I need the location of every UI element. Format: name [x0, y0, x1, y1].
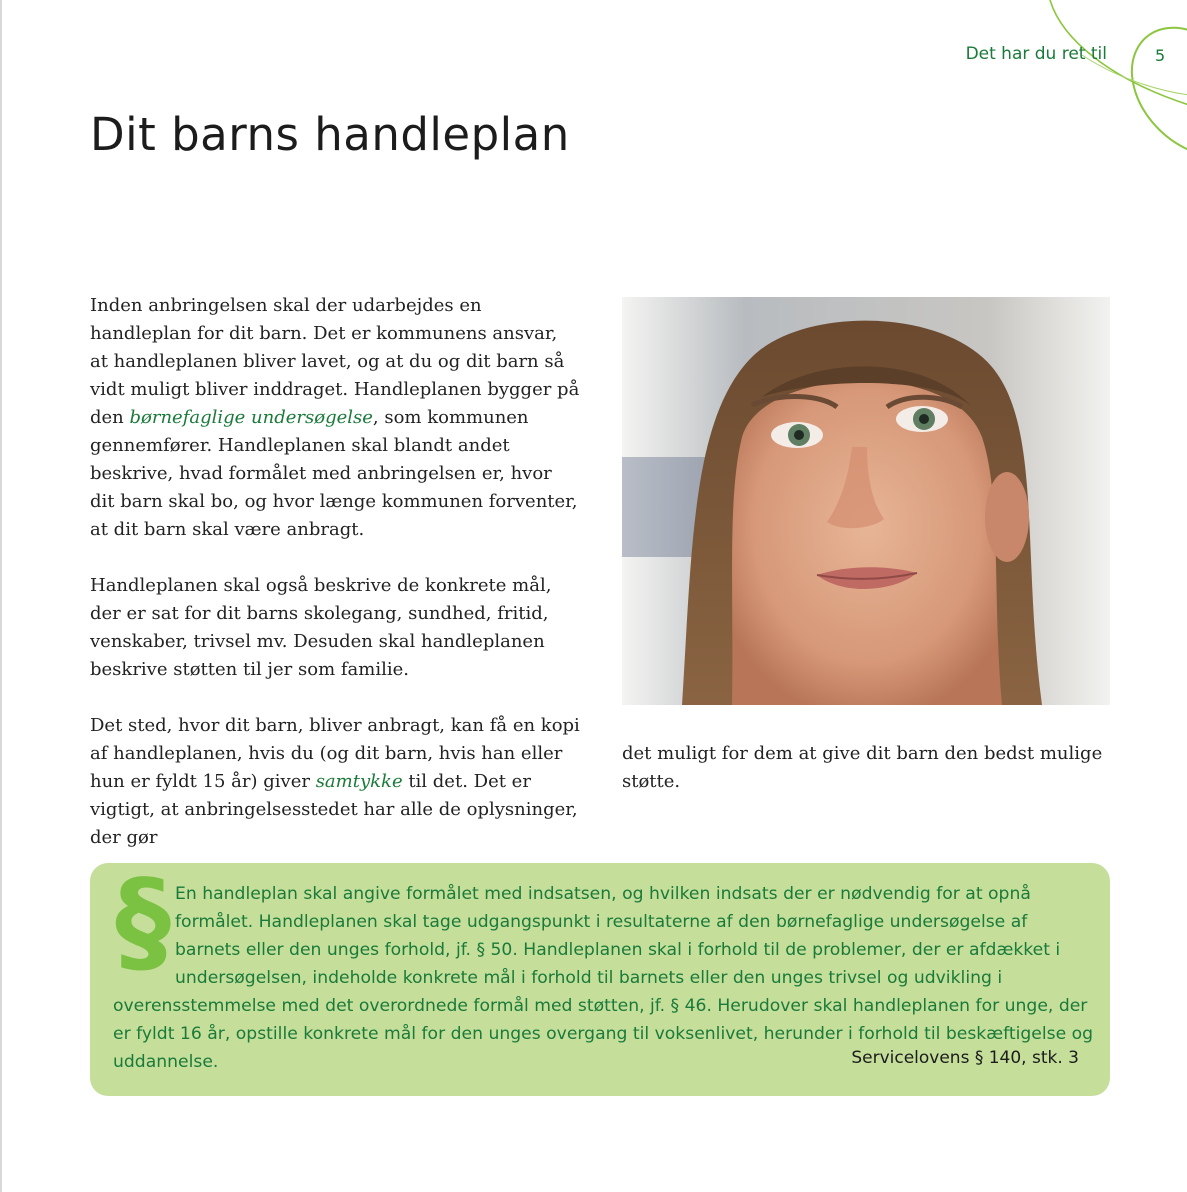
paragraph-2: Handleplanen skal også beskrive de konkrete mål, der er sat for dit barns skolegang, sundhed, fritid, venskaber, trivsel mv. Desuden skal handleplanen beskrive støtten til jer som familie.	[90, 575, 552, 680]
paragraph-1: Inden anbringelsen skal der udarbejdes en handleplan for dit barn. Det er kommunens ansvar, at handleplanen bliver lavet, og at du og dit barn så vidt muligt bliver inddraget. Handleplanen bygger på den børnefaglige undersøgelse, som kommunen gennemfører. Handleplanen skal blandt andet beskrive, hvad formålet med anbringelsen er, hvor dit barn skal bo, og hvor længe kommunen forventer, at dit barn skal være anbragt.	[90, 295, 580, 540]
law-source: Servicelovens § 140, stk. 3	[851, 1048, 1079, 1068]
paragraph-symbol: §	[115, 857, 171, 987]
law-quote-text: En handleplan skal angive formålet med indsatsen, og hvilken indsats der er nødvendig for at opnå formålet. Handleplanen skal tage udgangspunkt i resultaterne af den børnefaglige undersøgelse af barnets eller den unges forhold, jf. § 50. Handleplanen skal i forhold til de problemer, der er afdækket i undersøgelsen, indeholde konkrete mål i forhold til barnets eller den unges trivsel og udvikling i overensstemmelse med det overordnede formål med støtten, jf. § 46. Herudover skal handleplanen for unge, der er fyldt 16 år, opstille konkrete mål for den unges overgang til voksenlivet, herunder i forhold til beskæftigelse og uddannelse.	[113, 884, 1094, 1072]
page-number: 5	[1155, 46, 1166, 65]
portrait-photo	[622, 297, 1110, 705]
running-header: Det har du ret til	[965, 44, 1107, 64]
page-title: Dit barns handleplan	[90, 108, 570, 161]
paragraph-3: Det sted, hvor dit barn, bliver anbragt, kan få en kopi af handleplanen, hvis du (og dit barn, hvis han eller hun er fyldt 15 år) giver samtykke til det. Det er vigtigt, at anbringelsesstedet har alle de oplysninger, der gør	[90, 715, 580, 848]
decorative-curves	[2, 0, 1187, 200]
body-column-right: det muligt for dem at give dit barn den bedst mulige støtte.	[622, 743, 1103, 792]
term-samtykke: samtykke	[315, 771, 403, 792]
term-boernefaglige-undersoegelse: børnefaglige undersøgelse	[129, 407, 373, 428]
body-column-left	[90, 292, 580, 880]
